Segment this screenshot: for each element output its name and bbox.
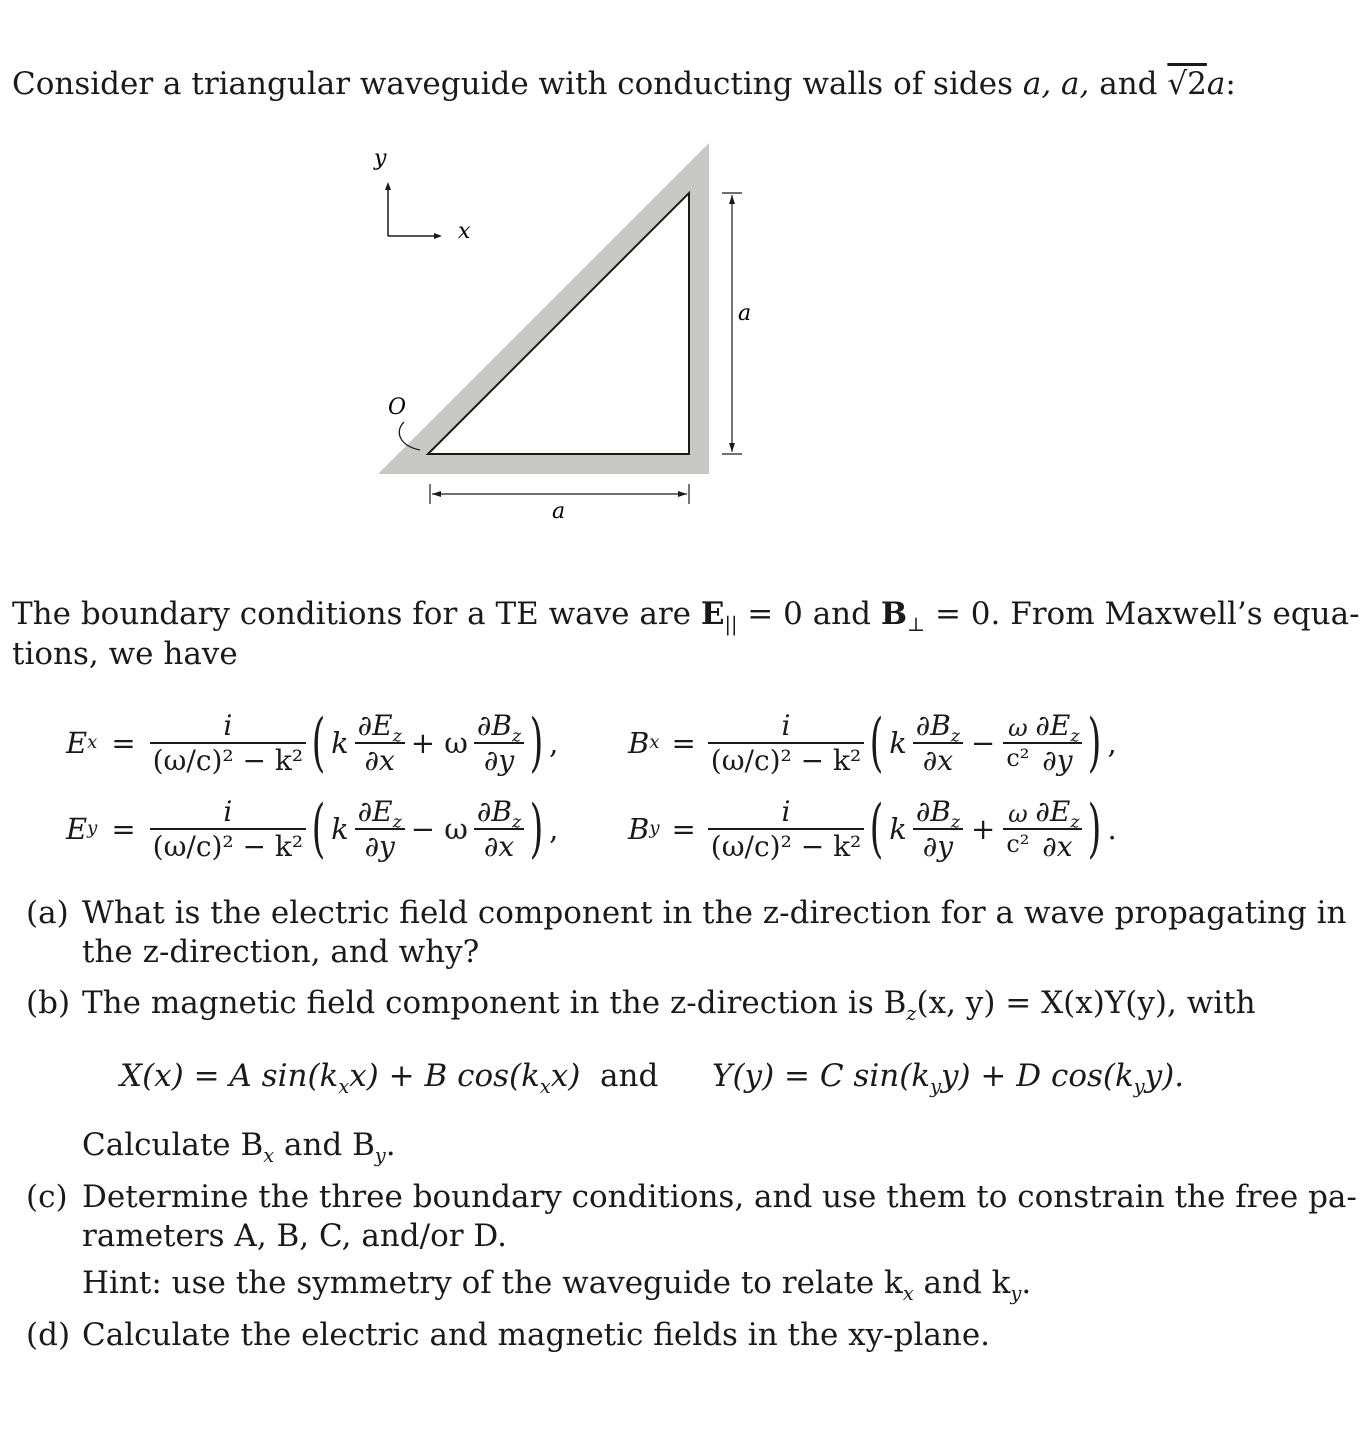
bx-t2-sub: z (1070, 726, 1080, 747)
by-pf-num: i (781, 795, 791, 828)
by-omega-c2 (1003, 800, 1032, 858)
bx-t1-den: ∂x (913, 742, 963, 777)
by-w: ω (1008, 800, 1028, 828)
bx-lparen: ( (869, 706, 884, 780)
ey-lparen: ( (311, 792, 326, 866)
x-axis-arrow (434, 233, 442, 239)
question-b-line-1 (82, 983, 1256, 1026)
b-calc-end: . (385, 1127, 396, 1163)
question-c-hint (82, 1263, 1032, 1306)
question-d-label: (d) (26, 1317, 71, 1353)
ex-pf-num: i (223, 709, 233, 742)
b-eqx-sub2: x (539, 1075, 551, 1099)
question-b-eq-x (120, 1056, 581, 1099)
parallel-sub: || (724, 613, 738, 637)
ey-pf-den: (ω/c)² − k² (150, 828, 306, 863)
equation-ex: E x = $\frac{i}{\text{(ω/c)² − k²}}$ ( k $\frac{\partial E_z}{\partial x}$ + ω $\frac{\partial B_z}{\partial y}$ ) , (66, 706, 559, 780)
ey-op: − ω (410, 812, 468, 846)
ex-pf-den: (ω/c)² − k² (150, 742, 306, 777)
waveguide-figure (360, 140, 780, 540)
intro-text: Consider a triangular waveguide with conducting walls of sides (12, 66, 1023, 102)
question-a-line-1: What is the electric field component in the z-direction for a wave propagating in (82, 895, 1347, 931)
ey-term1 (355, 795, 405, 863)
question-b-calc (82, 1125, 396, 1168)
b-eqx-3: x) (550, 1058, 581, 1094)
by-lhs: B (628, 812, 650, 846)
boundary-line-1 (12, 594, 1360, 637)
by-c2: c² (1003, 828, 1032, 858)
b-eqx-sub1: x (338, 1075, 350, 1099)
x-axis-label: x (458, 219, 471, 244)
question-b-label: (b) (26, 985, 71, 1021)
boundary-eq1: = 0 and (737, 596, 881, 632)
ey-prefactor (150, 795, 306, 863)
intro-line (12, 64, 1236, 104)
e-parallel: E (700, 596, 725, 632)
question-c-label: (c) (26, 1179, 68, 1215)
by-t2-num: ∂E (1035, 795, 1071, 828)
perp-sub: ⊥ (907, 613, 926, 637)
c-hint-sub1: x (902, 1282, 914, 1306)
by-prefactor (708, 795, 864, 863)
b-calc-and: and B (274, 1127, 375, 1163)
b-calc-1: Calculate B (82, 1127, 264, 1163)
b-eqx-2: x) + B cos(k (349, 1058, 540, 1094)
by-t2-den: ∂x (1032, 828, 1082, 863)
by-op: + (971, 812, 996, 846)
b-eqx-1: X(x) = A sin(k (120, 1058, 339, 1094)
bx-t2-den: ∂y (1032, 742, 1082, 777)
bx-lhs: B (628, 726, 650, 760)
by-t1-den: ∂y (913, 828, 963, 863)
c-hint-1: Hint: use the symmetry of the waveguide to relate k (82, 1265, 903, 1301)
by-term2 (1032, 795, 1082, 863)
equation-bx: B x = $\frac{i}{\text{(ω/c)² − k²}}$ ( k $\frac{\partial B_z}{\partial x}$ − $\frac{\omega}{\text{c²}}$ $\frac{\partial E_z}{\partial y}$ ) , (628, 706, 1117, 780)
y-axis-arrow (385, 182, 391, 190)
b-line1-text: The magnetic field component in the z-direction is B (82, 985, 907, 1021)
by-eq: = (671, 812, 696, 846)
intro-sides: a, a, (1022, 66, 1100, 102)
ey-t2-num: ∂B (476, 795, 512, 828)
boundary-line-2: tions, we have (12, 636, 238, 672)
bx-eq: = (671, 726, 696, 760)
b-eqy-sub1: y (930, 1075, 941, 1099)
ey-t1-den: ∂y (355, 828, 405, 863)
question-c-line-1: Determine the three boundary conditions, and use them to constrain the free pa- (82, 1179, 1357, 1215)
question-b-and: and (600, 1058, 659, 1094)
ey-eq: = (111, 812, 136, 846)
bx-rparen: ) (1088, 706, 1102, 780)
intro-a: a (1206, 66, 1226, 102)
ey-t2-sub: z (511, 812, 522, 833)
ey-pf-num: i (223, 795, 233, 828)
ex-term2 (474, 709, 524, 777)
ex-t1-den: ∂x (355, 742, 405, 777)
by-t1-num: ∂B (915, 795, 951, 828)
ex-prefactor (150, 709, 306, 777)
equation-ey: E y = $\frac{i}{\text{(ω/c)² − k²}}$ ( k $\frac{\partial E_z}{\partial y}$ − ω $\frac{\partial B_z}{\partial x}$ ) , (66, 792, 559, 866)
side-label-right: a (738, 301, 752, 326)
b-eqy-2: y) + D cos(k (940, 1058, 1134, 1094)
by-t2-sub: z (1070, 812, 1080, 833)
ex-t2-sub: z (511, 726, 522, 747)
intro-sqrt2: √2 (1167, 66, 1207, 102)
ey-t1-sub: z (392, 812, 402, 833)
ey-comma: , (549, 812, 559, 846)
bx-prefactor (708, 709, 864, 777)
by-term1 (913, 795, 963, 863)
question-d-line-1: Calculate the electric and magnetic fields in the xy-plane. (82, 1317, 991, 1353)
ex-lhs: E (66, 726, 88, 760)
b-eqy-3: y). (1144, 1058, 1185, 1094)
question-a-label: (a) (26, 895, 69, 931)
ex-term1 (355, 709, 405, 777)
bx-omega-c2 (1003, 714, 1032, 772)
ex-k: k (331, 726, 349, 760)
c-hint-end: . (1021, 1265, 1032, 1301)
by-t1-sub: z (950, 812, 961, 833)
b-line1-rest: (x, y) = X(x)Y(y), with (916, 985, 1256, 1021)
by-lparen: ( (869, 792, 884, 866)
ex-lparen: ( (311, 706, 326, 780)
bx-comma: , (1107, 726, 1117, 760)
equation-by: B y = $\frac{i}{\text{(ω/c)² − k²}}$ ( k $\frac{\partial B_z}{\partial y}$ + $\frac{\omega}{\text{c²}}$ $\frac{\partial E_z}{\partial x}$ ) . (628, 792, 1117, 866)
b-line1-sub: z (906, 1002, 917, 1026)
bx-term1 (913, 709, 963, 777)
bx-t2-num: ∂E (1035, 709, 1071, 742)
ex-op: + ω (410, 726, 468, 760)
intro-colon: : (1225, 66, 1236, 102)
ey-lhs: E (66, 812, 88, 846)
side-label-bottom: a (552, 499, 566, 524)
question-b-eq-y (712, 1056, 1185, 1099)
ey-term2 (474, 795, 524, 863)
ex-t1-num: ∂E (357, 709, 393, 742)
y-axis-label: y (374, 146, 387, 171)
origin-label: O (388, 395, 407, 420)
ey-t2-den: ∂x (474, 828, 524, 863)
b-perp: B (880, 596, 908, 632)
ex-eq: = (111, 726, 136, 760)
bx-pf-num: i (781, 709, 791, 742)
bx-c2: c² (1003, 742, 1032, 772)
intro-and: and (1099, 66, 1168, 102)
question-a-line-2: the z-direction, and why? (82, 934, 480, 970)
boundary-text: The boundary conditions for a TE wave are (12, 596, 701, 632)
bx-term2 (1032, 709, 1082, 777)
bx-pf-den: (ω/c)² − k² (708, 742, 864, 777)
bx-w: ω (1008, 714, 1028, 742)
b-calc-sub1: x (263, 1144, 275, 1168)
bx-k: k (889, 726, 907, 760)
c-hint-sub2: y (1010, 1282, 1022, 1306)
question-c-line-2: rameters A, B, C, and/or D. (82, 1218, 508, 1254)
by-period: . (1107, 812, 1117, 846)
by-rparen: ) (1088, 792, 1102, 866)
boundary-eq2: = 0. From Maxwell’s equa- (925, 596, 1360, 632)
bx-t1-num: ∂B (915, 709, 951, 742)
b-calc-sub2: y (374, 1144, 386, 1168)
ex-rparen: ) (529, 706, 544, 780)
ex-t1-sub: z (392, 726, 402, 747)
b-eqy-1: Y(y) = C sin(k (712, 1058, 931, 1094)
ey-k: k (331, 812, 349, 846)
bx-t1-sub: z (950, 726, 961, 747)
bx-op: − (971, 726, 996, 760)
by-pf-den: (ω/c)² − k² (708, 828, 864, 863)
c-hint-and: and k (913, 1265, 1011, 1301)
ex-t2-num: ∂B (476, 709, 512, 742)
ex-t2-den: ∂y (474, 742, 524, 777)
b-eqy-sub2: y (1133, 1075, 1145, 1099)
ey-rparen: ) (529, 792, 544, 866)
by-k: k (889, 812, 907, 846)
ey-t1-num: ∂E (357, 795, 393, 828)
ex-comma: , (549, 726, 559, 760)
